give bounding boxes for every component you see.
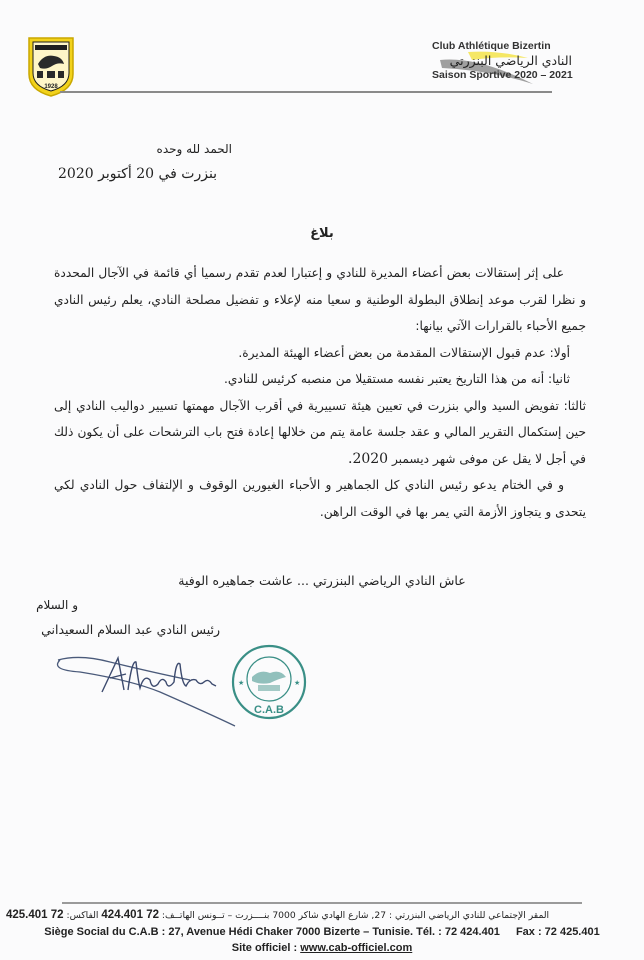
decision-first: أولا: عدم قبول الإستقالات المقدمة من بعض أعضاء الهيئة المديرة. (238, 345, 570, 360)
svg-text:★: ★ (238, 679, 245, 687)
decision-third (54, 393, 586, 473)
season-label: Saison Sportive 2020 – 2021 (432, 69, 573, 81)
signer-name: رئيس النادي عبد السلام السعيداني (41, 622, 220, 637)
svg-text:★: ★ (294, 679, 301, 687)
footer-divider (62, 902, 582, 904)
crest-year: 1928 (44, 84, 58, 90)
handwritten-signature-icon (40, 640, 240, 730)
letter-title: بلاغ (310, 226, 334, 241)
footer-phone-ar: 72 424.401 (101, 909, 159, 921)
letter-date: بنزرت في 20 أكتوبر 2020 (58, 166, 218, 182)
opening-phrase: الحمد لله وحده (156, 142, 232, 156)
intro-paragraph: على إثر إستقالات بعض أعضاء المديرة للنادي و إعتبارا لعدم تقدم رسميا أي قائمة في الآجال المحددة و نظرا لقرب موعد إنطلاق البطولة الوطنية و سعيا منه لإعلاء و تفضيل مصلحة النادي، يعلم رئيس النادي جميع الأحباء بالقرارات الآتي بيانها: (54, 266, 586, 333)
stamp-text: C.A.B (254, 704, 284, 716)
footer-fax-ar: 72 425.401 (6, 909, 64, 921)
decision-third-year: 2020. (347, 450, 389, 467)
footer-site (0, 942, 644, 954)
letter-body (54, 260, 586, 525)
decision-third-text: ثالثا: تفويض السيد والي بنزرت في تعيين هيئة تسييرية في أقرب الآجال مهمتها تسيير دواليب النادي إلى حين إستكمال التقرير المالي و عقد جلسة عامة يتم من خلالها إعادة فتح باب الترشحات على أن يكون ذلك في أجل لا يقل عن موفى شهر ديسمبر (54, 398, 586, 466)
decision-second: ثانيا: أنه من هذا التاريخ يعتبر نفسه مستقيلا من منصبه كرئيس للنادي. (224, 372, 570, 386)
footer-address-fr (0, 926, 644, 938)
footer-address-fr-text: Siège Social du C.A.B : 27, Avenue Hédi Chaker 7000 Bizerte – Tunisie. Tél. : 72 424.401 (44, 926, 500, 938)
conclusion-paragraph: و في الختام يدعو رئيس النادي كل الجماهير و الأحباء الغيورين الوقوف و الإلتفاف حول النادي لكي يتحدى و يتجاوز الأزمة التي يمر بها في الوقت الراهن. (54, 478, 586, 519)
club-header (432, 40, 572, 81)
footer-fax-fr: Fax : 72 425.401 (515, 926, 600, 938)
header-divider (60, 91, 552, 93)
footer-address-ar-text: المقر الإجتماعي للنادي الرياضي البنزرتي : 27, شارع الهادي شاكر 7000 بنــــزرت – تــونس الهاتــف: (161, 910, 550, 921)
footer-site-link[interactable]: www.cab-officiel.com (300, 942, 413, 954)
club-crest-icon (26, 36, 76, 98)
footer-site-label: Site officiel : (231, 942, 298, 954)
footer-fax-label-ar: الفاكس: (66, 910, 99, 921)
salutation: و السلام (36, 598, 78, 612)
official-stamp-icon (230, 643, 308, 721)
closing-slogan: عاش النادي الرياضي البنزرتي ... عاشت جماهيره الوفية (178, 573, 466, 588)
footer-address-ar (6, 909, 636, 921)
club-name-ar: النادي الرياضي البنزرتي (449, 53, 572, 68)
club-name-fr: Club Athlétique Bizertin (432, 40, 551, 52)
